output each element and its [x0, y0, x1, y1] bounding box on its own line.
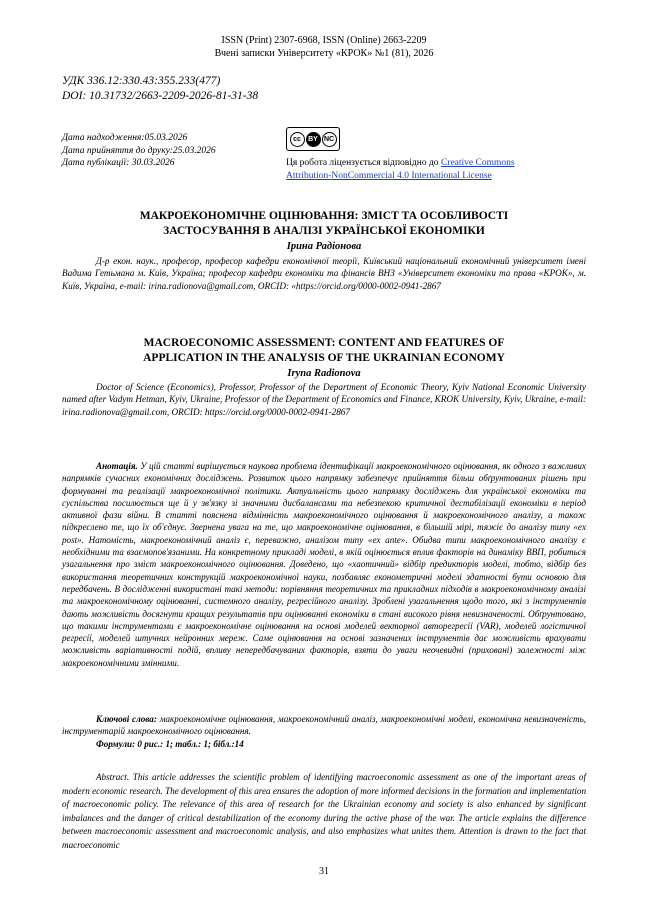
license-text [286, 157, 586, 182]
abstract-text: This article addresses the scientific problem of identifying macroeconomic assessment as one of the important areas of modern economic research. The development of this area ensures the adoption of more informed decisions in the formation and implementation of macroeconomic policy. The relevance of this area of research for the Ukrainian economy and society is also enhanced by significant imbalances and the danger of critical destabilization of the economy during the active phase of the war. The article explains the difference between macroeconomic assessment and macroeconomic analysis, and also emphasizes what unites them. Attention is drawn to the fact that macroeconomic [62, 772, 586, 850]
noncommercial-icon: NC [322, 132, 337, 147]
keywords-text: макроекономічне оцінювання, макроекономічний аналіз, макроекономічні моделі, економічна невизначеність, інструментарій макроекономічного оцінювання. [62, 714, 586, 737]
journal-title: Вчені записки Університету «КРОК» №1 (81), 2026 [214, 48, 434, 59]
license-statement: Ця робота ліцензується відповідно до [286, 158, 441, 168]
ua-title [0, 209, 648, 239]
ua-author: Ірина Радіонова [286, 241, 362, 252]
issn-line: ISSN (Print) 2307-6968, ISSN (Online) 2663-2209 [221, 35, 427, 46]
date-accepted: Дата прийняття до друку:25.03.2026 [62, 145, 216, 156]
annotation-text: У цій статті вирішується наукова проблема ідентифікації макроекономічного оцінювання, як одного з важливих напрямків сучасних економічних досліджень. Розвиток цього напрямку забезпечує прийняття більш обґрунтованих рішень при формуванні та реалізації макроекономічної політики. Актуальність цього напрямку досліджень для української економіки та суспільства посилюється ще й у зв'язку зі значними дисбалансами та небезпекою критичної дестабілізації економіки в період активної фази війни. В статті пояснена відмінність макроекономічного оцінювання й макроекономічного аналізу, а також підкреслено те, що їх об'єднує. Звернена увага на те, що макроекономічне оцінювання, в більшій мірі, тяжіє до аналізу типу «ex post». Натомість, макроекономічний аналіз є, переважно, аналізом типу «ex ante». Обидва типи макроекономічного аналізу є необхідними та взаємопов'язаними. На конкретному прикладі моделі, в якій оцінюється вплив факторів на динаміку ВВП, робиться узагальнення про зміст макроекономічного оцінювання. Доведено, що «хаотичний» відбір предикторів моделі, тобто, відбір без використання теоретичних конструкцій макроекономічної науки, позбавляє економетричні моделі здатності бути основою для передбачень. В дослідженні використані такі методи: порівняння теоретичних та прикладних підходів в макроекономічному аналізі та макроекономічному оцінюванні, системного аналізу, регресійного аналізу. Зроблені узагальнення щодо того, які з інструментів дають можливість досягнути кращих результатів при оцінюванні економіки в стані високого рівня невизначеності. Обґрунтовано, що такими інструментами є макроекономічне оцінювання на основі моделей векторної авторегресії (VAR), моделей логістичної регресії, моделей штучних нейронних мереж. Саме оцінювання на основі зазначених інструментів дає можливість врахувати можливість варіативності подій, впливу непередбачуваних факторів, взяти до уваги неочевидні (приховані) залежності між макроекономічними змінними. [62, 461, 586, 668]
license-link-part2[interactable]: Attribution-NonCommercial 4.0 International License [286, 170, 492, 181]
publication-dates [62, 132, 216, 170]
annotation-label: Анотація. [96, 461, 138, 471]
formulas-count: Формули: 0 рис.: 1; табл.: 1; бібл.:14 [96, 739, 244, 749]
en-title-line1: MACROECONOMIC ASSESSMENT: CONTENT AND FEATURES OF [143, 337, 505, 349]
cc-icon: cc [290, 132, 305, 147]
doi: DOI: 10.31732/2663-2209-2026-81-31-38 [62, 90, 259, 102]
udc-code: УДК 336.12:330.43:355.233(477) [62, 75, 221, 87]
page-number: 31 [319, 866, 329, 877]
attribution-icon: BY [306, 132, 321, 147]
article-identifiers [62, 74, 258, 104]
date-published: Дата публікації: 30.03.2026 [62, 158, 175, 168]
en-author: Iryna Radionova [287, 368, 361, 379]
cc-license-icon[interactable] [286, 127, 340, 151]
ua-affiliation: Д-р екон. наук., професор, професор кафедри економічної теорії, Київський національний економічний університет імені Вадима Гетьмана м. Київ, Україна; професор кафедри економіки та фінансів ВНЗ «Університет економіки та права «КРОК», м. Київ, Україна, e-mail: irina.radionova@gmail.com, ORCID: «https://orcid.org/0000-0002-0941-2867 [62, 256, 586, 291]
journal-header [0, 34, 648, 60]
ua-annotation [62, 460, 586, 669]
en-affiliation: Doctor of Science (Economics), Professor, Professor of the Department of Economic Theory, Kyiv National Economic University named after Vadym Hetman, Kyiv, Ukraine, Professor of the Department of Economics and Finance, KROK University, Kyiv, Ukraine, e-mail: irina.radionova@gmail.com, ORCID: https://orcid.org/0000-0002-0941-2867 [62, 382, 586, 417]
license-block [286, 127, 586, 182]
abstract-label: Abstract. [96, 772, 130, 782]
en-title-line2: APPLICATION IN THE ANALYSIS OF THE UKRAINIAN ECONOMY [143, 352, 505, 364]
license-link-part1[interactable]: Creative Commons [440, 158, 515, 168]
ua-title-line2: ЗАСТОСУВАННЯ В АНАЛІЗІ УКРАЇНСЬКОЇ ЕКОНОМІКИ [163, 225, 485, 237]
en-title [0, 336, 648, 366]
ua-title-line1: МАКРОЕКОНОМІЧНЕ ОЦІНЮВАННЯ: ЗМІСТ ТА ОСОБЛИВОСТІ [139, 210, 509, 222]
en-abstract [62, 771, 586, 852]
ua-keywords [62, 713, 586, 738]
date-received: Дата надходження:05.03.2026 [62, 133, 188, 143]
keywords-label: Ключові слова: [96, 714, 157, 724]
